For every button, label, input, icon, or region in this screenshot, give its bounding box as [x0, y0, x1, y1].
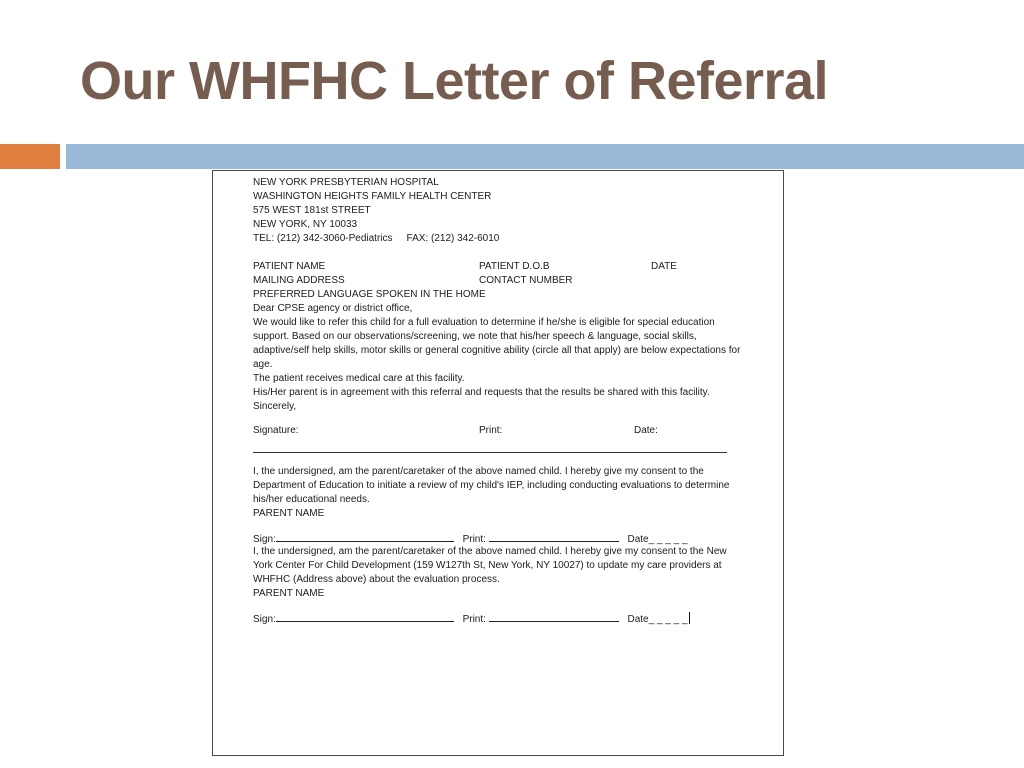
date-label: Date:	[634, 425, 658, 436]
closing: Sincerely,	[253, 401, 297, 412]
contact-number-label: CONTACT NUMBER	[479, 275, 573, 286]
fax-number: FAX: (212) 342-6010	[406, 233, 500, 244]
patient-fields	[253, 260, 745, 302]
date-label: Date	[627, 614, 649, 625]
date-blank[interactable]: _ _ _ _ _	[648, 614, 688, 625]
mailing-address-label: MAILING ADDRESS	[253, 275, 345, 286]
parent-sign-row	[253, 611, 745, 625]
signature-row	[253, 424, 745, 438]
date-label: Date	[627, 534, 649, 545]
contact-line	[253, 232, 745, 246]
field-row	[253, 274, 745, 288]
parent-name-label: PARENT NAME	[253, 508, 325, 519]
tel-number: TEL: (212) 342-3060-Pediatrics	[253, 233, 393, 244]
preferred-language-label: PREFERRED LANGUAGE SPOKEN IN THE HOME	[253, 289, 486, 300]
sign-line[interactable]	[276, 611, 454, 622]
sign-line[interactable]	[276, 531, 454, 542]
field-row	[253, 260, 745, 274]
date-label: DATE	[651, 261, 677, 272]
sign-label: Sign:	[253, 534, 276, 545]
signature-label: Signature:	[253, 425, 299, 436]
patient-dob-label: PATIENT D.O.B	[479, 261, 550, 272]
print-label: Print:	[462, 614, 486, 625]
print-label: Print:	[462, 534, 486, 545]
slide-title: Our WHFHC Letter of Referral	[80, 51, 829, 111]
print-label: Print:	[479, 425, 503, 436]
nyccd-consent-paragraph: I, the undersigned, am the parent/caretaker of the above named child. I hereby give my consent to the New York Center For Child Development (159 W127th St, New York, NY 10027) to update my care providers at WHFHC (Address above) about the evaluation process.	[253, 546, 727, 585]
medical-care-paragraph: The patient receives medical care at this facility.	[253, 373, 465, 384]
referral-paragraph: We would like to refer this child for a full evaluation to determine if he/she is eligible for special education support. Based on our observations/screening, we note that his/her speech & language, social skills, adaptive/self help skills, motor skills or general cognitive ability (circle all that apply) are below expectations for age.	[253, 317, 741, 370]
letterhead-line: NEW YORK PRESBYTERIAN HOSPITAL	[253, 177, 439, 188]
letter-body	[253, 176, 745, 625]
sign-label: Sign:	[253, 614, 276, 625]
letterhead	[253, 176, 745, 246]
patient-name-label: PATIENT NAME	[253, 261, 326, 272]
parent-sign-row	[253, 531, 745, 545]
text-cursor	[689, 612, 690, 624]
title-divider-bar	[66, 144, 1024, 169]
letterhead-line: 575 WEST 181st STREET	[253, 205, 371, 216]
print-line[interactable]	[489, 611, 619, 622]
parent-name-label: PARENT NAME	[253, 588, 325, 599]
doe-consent-paragraph: I, the undersigned, am the parent/caretaker of the above named child. I hereby give my consent to the Department of Education to initiate a review of my child's IEP, including conducting evaluations to determine his/her educational needs.	[253, 466, 730, 505]
section-divider	[253, 452, 727, 453]
letterhead-line: WASHINGTON HEIGHTS FAMILY HEALTH CENTER	[253, 191, 492, 202]
date-blank[interactable]: _ _ _ _ _	[648, 534, 688, 545]
referral-letter-document	[212, 170, 784, 756]
agreement-paragraph: His/Her parent is in agreement with this referral and requests that the results be shared with this facility.	[253, 387, 710, 398]
title-accent-bar	[0, 144, 60, 169]
letterhead-line: NEW YORK, NY 10033	[253, 219, 358, 230]
field-row	[253, 288, 745, 302]
print-line[interactable]	[489, 531, 619, 542]
salutation: Dear CPSE agency or district office,	[253, 303, 413, 314]
